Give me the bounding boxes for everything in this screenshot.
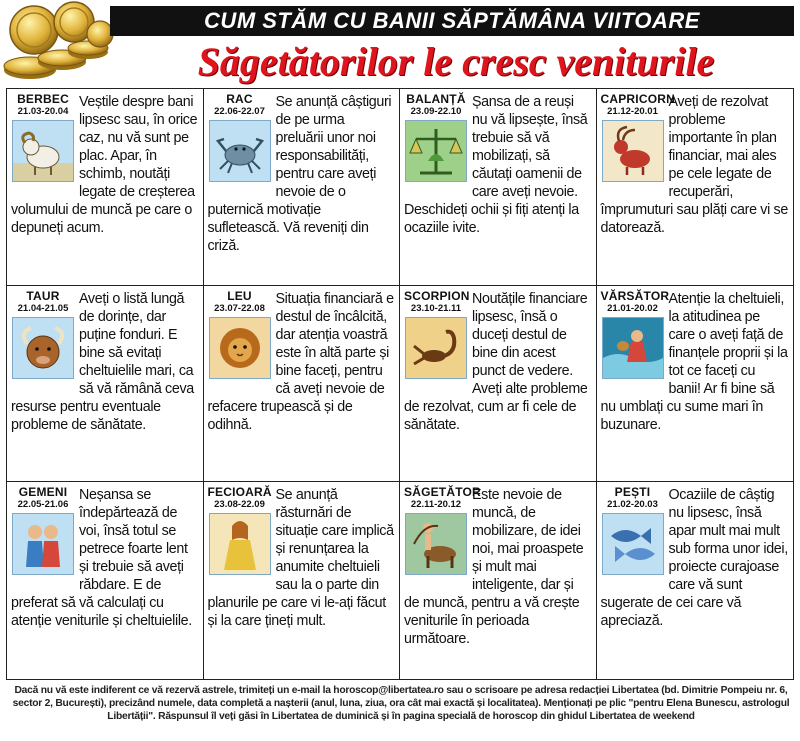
sign-dates: 22.11-20.12	[410, 499, 462, 511]
sign-cell-sagetator	[400, 482, 597, 679]
sign-cell-varsator	[597, 286, 794, 483]
horoscope-text: Aveți o listă lungă de dorințe, dar puține fonduri. E bine să evitați cheltuielile mari, ca să vă rămână ceva resurse pentru eventuale probleme de sănătate.	[11, 290, 194, 433]
gemini-twins-icon	[12, 513, 74, 575]
sign-cell-berbec	[7, 89, 204, 286]
capricorn-goat-icon	[602, 120, 664, 182]
leo-lion-icon	[209, 317, 271, 379]
sign-dates: 21.04-21.05	[17, 302, 69, 314]
horoscope-text: Se anunță câștiguri de pe urma preluării unor noi responsabilități, pentru care aveți nevoie de o puternică motivație sufletească. Vă reveniți din criză.	[207, 94, 392, 254]
sign-cell-taur	[7, 286, 204, 483]
sign-name: GEMENI	[18, 485, 68, 500]
sign-dates: 21.12-20.01	[607, 106, 658, 117]
sign-name: BALANȚĂ	[406, 92, 466, 106]
taurus-bull-icon	[12, 317, 74, 379]
sign-cell-rac	[204, 89, 401, 286]
horoscope-text: Veștile despre bani lipsesc sau, în orice caz, nu vă sunt pe plac. Apar, în schimb, noutăți legate de creșterea volumului de muncă pe care o depuneți acum.	[11, 94, 198, 236]
sign-dates: 21.01-20.02	[607, 302, 658, 314]
footer-note: Dacă nu vă este indiferent ce vă rezervă astrele, trimiteți un e-mail la horoscop@libertatea.ro sau o scrisoare pe adresa redacției Libertatea (bd. Dimitrie Pompeiu nr. 6, sector 2, București), precizând numele, data completă a nașterii (anul, luna, ziua, ora cât mai exactă și localitatea). Menționați pe plic "pentru Elena Bunescu, astrologul Libertății". Răspunsul îl veți găsi în Libertatea de duminică și în pagina specială de horoscop din ghidul Libertatea de weekend	[12, 685, 790, 722]
aries-ram-icon	[12, 120, 74, 182]
header-kicker: CUM STĂM CU BANII SĂPTĂMÂNA VIITOARE	[110, 6, 794, 36]
sign-dates: 21.02-20.03	[607, 499, 658, 511]
horoscope-text: Se anunță răsturnări de situație care implică și renunțarea la anumite cheltuieli sau la o parte din planurile pe care vi le-ați făcut și la care țineți mult.	[207, 487, 394, 630]
sign-name: BERBEC	[17, 92, 69, 106]
sign-cell-gemeni	[7, 482, 204, 679]
sign-cell-capricorn	[597, 89, 794, 286]
sign-cell-balanta	[400, 89, 597, 286]
sign-cell-pesti	[597, 482, 794, 679]
pisces-fish-icon	[602, 513, 664, 575]
libra-scales-icon	[405, 120, 467, 182]
sign-name: SĂGETĂTOR	[404, 485, 481, 500]
scorpio-scorpion-icon	[405, 317, 467, 379]
horoscope-text: Aveți de rezolvat probleme importante în plan financiar, mai ales pe cele legate de recuperări, împrumuturi sau plăți care vi se datorează.	[600, 94, 788, 236]
virgo-maiden-icon	[209, 513, 271, 575]
horoscope-text: Șansa de a reuși nu vă lipsește, însă trebuie să vă mobilizați, să căutați oamenii de care aveți nevoie. Deschideți ochii și fiți atenți la ocaziile ivite.	[404, 94, 588, 236]
sign-cell-fecioara	[204, 482, 401, 679]
sign-dates: 22.05-21.06	[17, 499, 69, 511]
sign-name: FECIOARĂ	[207, 485, 272, 500]
page-title: Săgetătorilor le cresc veniturile	[197, 39, 715, 84]
sign-dates: 21.03-20.04	[17, 106, 69, 117]
horoscope-text: Situația financiară e destul de încâlcită, dar atenția voastră este în altă parte și bine faceți, pentru că aveți nevoie de refacere trupească și de odihnă.	[207, 290, 394, 433]
sign-name: PEȘTI	[614, 485, 651, 500]
horoscope-grid	[6, 88, 794, 680]
horoscope-text: Noutățile financiare lipsesc, însă o duceți destul de bine din acest punct de vedere. Aveți alte probleme de rezolvat, cum ar fi cele de sănătate.	[404, 290, 588, 433]
sign-dates: 23.07-22.08	[214, 302, 265, 314]
cancer-crab-icon	[209, 120, 271, 182]
sign-name: TAUR	[26, 288, 60, 303]
horoscope-text: Atenție la cheltuieli, la atitudinea pe care o aveți față de finanțele proprii și la tot ce faceți cu banii! Ar fi bine să nu umblați cu sume mari în buzunare.	[600, 290, 788, 433]
sign-name: VĂRSĂTOR	[600, 288, 670, 303]
sign-name: LEU	[227, 288, 252, 303]
gold-coins-icon	[0, 0, 115, 86]
sign-name: CAPRICORN	[600, 92, 675, 106]
sign-dates: 23.09-22.10	[410, 106, 462, 117]
sign-dates: 23.10-21.11	[410, 302, 462, 314]
sign-cell-scorpion	[400, 286, 597, 483]
horoscope-text: Ocaziile de câștig nu lipsesc, însă apar mult mai mult sub forma unor idei, proiecte curajoase care vă sunt sugerate de cei care vă apreciază.	[600, 487, 788, 630]
sign-cell-leu	[204, 286, 401, 483]
horoscope-text: Este nevoie de muncă, de mobilizare, de idei noi, mai proaspete și mult mai inteligente, dar și de muncă, pentru a vă crește veniturile în perioada următoare.	[404, 487, 584, 648]
sagittarius-archer-icon	[405, 513, 467, 575]
aquarius-water-bearer-icon	[602, 317, 664, 379]
sign-dates: 22.06-22.07	[214, 106, 265, 117]
sign-name: SCORPION	[404, 288, 470, 303]
sign-name: RAC	[226, 92, 253, 106]
sign-dates: 23.08-22.09	[214, 499, 265, 511]
horoscope-text: Neșansa se îndepărtează de voi, însă totul se petrece foarte lent și trebuie să aveți răbdare. E de preferat să vă calculați cu atenție veniturile și cheltuielile.	[11, 487, 192, 630]
